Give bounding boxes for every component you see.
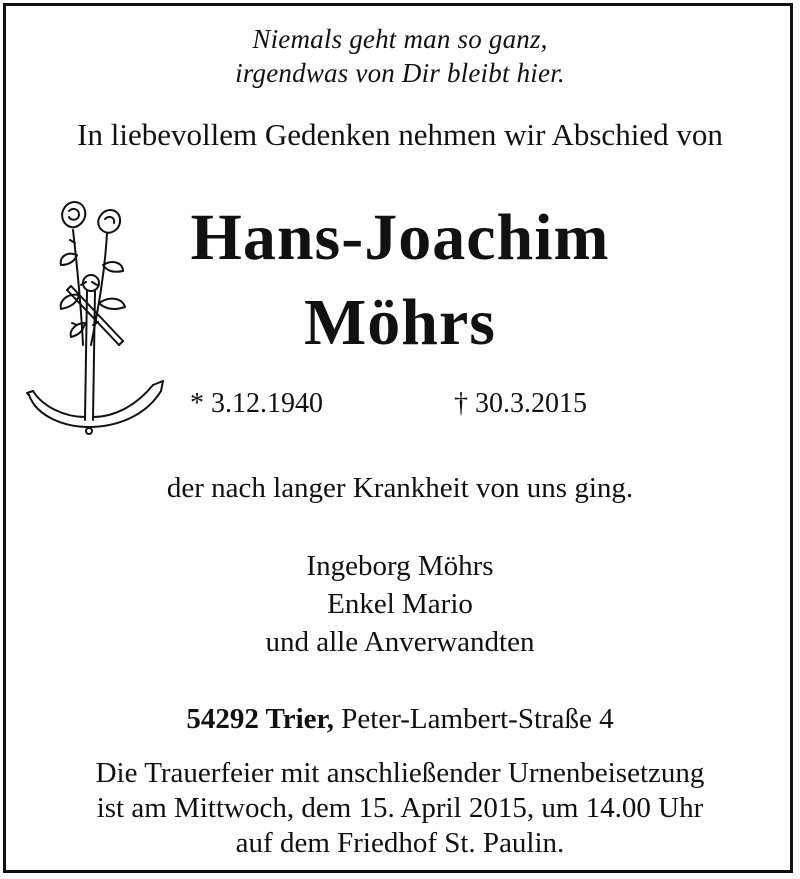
- intro-text: In liebevollem Gedenken nehmen wir Abschied von: [77, 117, 723, 152]
- motto-line-1: Niemals geht man so ganz,: [252, 24, 548, 54]
- funeral-line-3: auf dem Friedhof St. Paulin.: [235, 827, 565, 859]
- mourner-2: Enkel Mario: [327, 588, 473, 620]
- address-city: 54292 Trier,: [186, 703, 335, 735]
- address-street: Peter-Lambert-Straße 4: [341, 703, 614, 735]
- mourner-1: Ingeborg Möhrs: [306, 550, 494, 582]
- remark-text: der nach langer Krankheit von uns ging.: [166, 472, 634, 504]
- birth-date: * 3.12.1940: [190, 388, 323, 419]
- address-line: [0, 703, 800, 736]
- funeral-line-1: Die Trauerfeier mit anschließender Urnenbeisetzung: [95, 757, 705, 789]
- motto-line-2: irgendwas von Dir bleibt hier.: [235, 58, 565, 88]
- mourner-3: und alle Anverwandten: [265, 626, 535, 658]
- death-date: † 30.3.2015: [454, 388, 587, 419]
- deceased-first-name: Hans-Joachim: [190, 201, 610, 274]
- deceased-last-name: Möhrs: [304, 286, 496, 359]
- funeral-line-2: ist am Mittwoch, dem 15. April 2015, um 14.00 Uhr: [96, 792, 704, 824]
